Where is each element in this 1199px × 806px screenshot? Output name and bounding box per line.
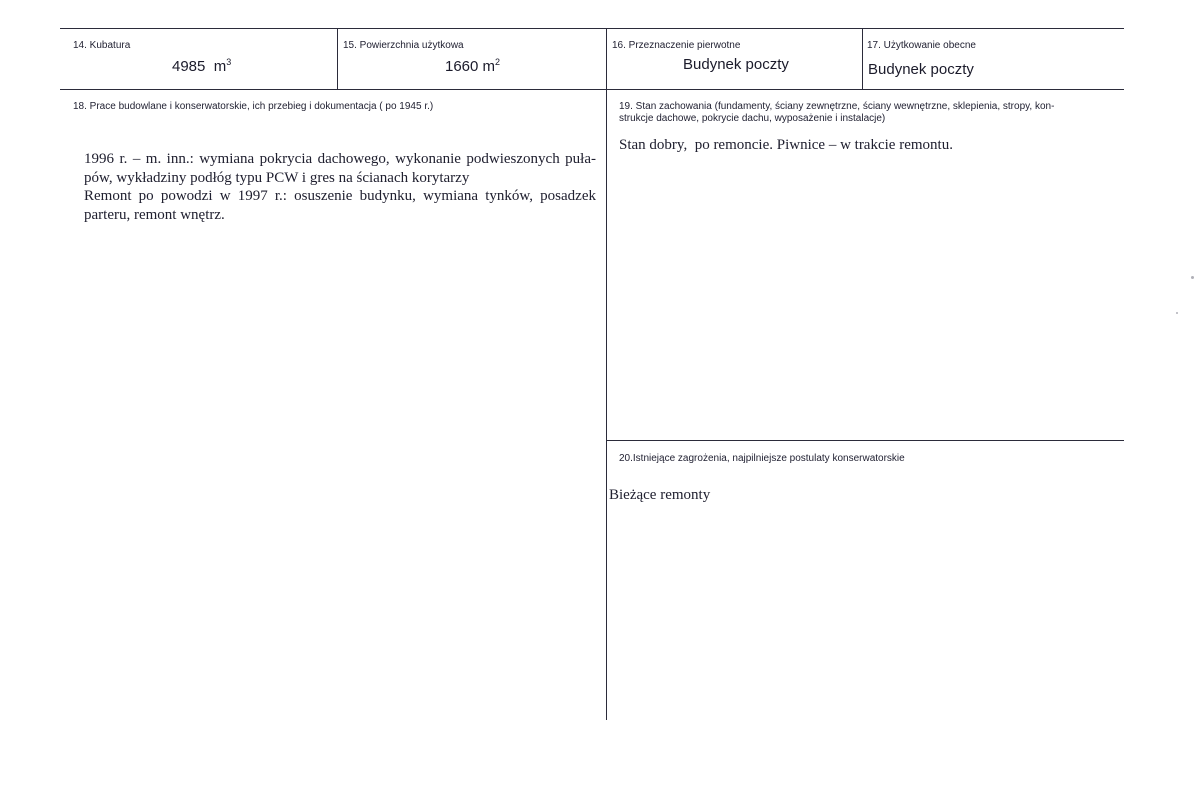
field-18-line-2: pów, wykładziny podłóg typu PCW i gres na ścianach korytarzy — [84, 169, 470, 186]
field-18-label: 18. Prace budowlane i konserwatorskie, ich przebieg i dokumentacja ( po 1945 r.) — [73, 101, 434, 112]
scan-speck — [1176, 312, 1178, 314]
field-19-label — [619, 101, 1054, 125]
field-17-value: Budynek poczty — [868, 61, 974, 78]
field-18-line-4: parteru, remont wnętrz. — [84, 206, 225, 223]
main-column-divider — [606, 28, 607, 720]
field-14-label: 14. Kubatura — [73, 40, 131, 51]
field-19-label-line-2: strukcje dachowe, pokrycie dachu, wyposażenie i instalacje) — [619, 113, 886, 124]
divider-14-15 — [337, 28, 338, 89]
field-15-number: 1660 — [445, 58, 479, 75]
field-17-label: 17. Użytkowanie obecne — [867, 40, 976, 51]
divider-16-17 — [862, 28, 863, 89]
field-18-line-3: Remont po powodzi w 1997 r.: osuszenie budynku, wymiana tynków, posadzek — [84, 188, 596, 204]
field-14-unit: m — [213, 58, 227, 75]
field-16-value: Budynek poczty — [683, 56, 789, 73]
field-20-label: 20.Istniejące zagrożenia, najpilniejsze postulaty konserwatorskie — [619, 453, 905, 464]
field-15-value — [445, 58, 500, 75]
field-15-unit: m — [482, 58, 496, 75]
field-14-value — [172, 58, 231, 75]
scan-speck — [1191, 276, 1194, 279]
field-16-label: 16. Przeznaczenie pierwotne — [612, 40, 741, 51]
field-15-unit-exponent: 2 — [495, 57, 501, 67]
field-14-unit-exponent: 3 — [226, 57, 232, 67]
field-15-label: 15. Powierzchnia użytkowa — [343, 40, 464, 51]
field-18-line-1: 1996 r. – m. inn.: wymiana pokrycia dachowego, wykonanie podwieszonych puła- — [84, 151, 596, 167]
section-19-20-divider-line — [607, 440, 1124, 441]
field-19-label-line-1: 19. Stan zachowania (fundamenty, ściany zewnętrzne, ściany wewnętrzne, sklepienia, stropy, kon- — [619, 101, 1055, 112]
top-border-line — [60, 28, 1124, 29]
field-14-number: 4985 — [172, 58, 206, 75]
field-19-text: Stan dobry, po remoncie. Piwnice – w trakcie remontu. — [619, 137, 953, 153]
header-row-bottom-line — [60, 89, 1124, 90]
field-20-text: Bieżące remonty — [609, 487, 711, 503]
field-18-text — [84, 150, 596, 224]
